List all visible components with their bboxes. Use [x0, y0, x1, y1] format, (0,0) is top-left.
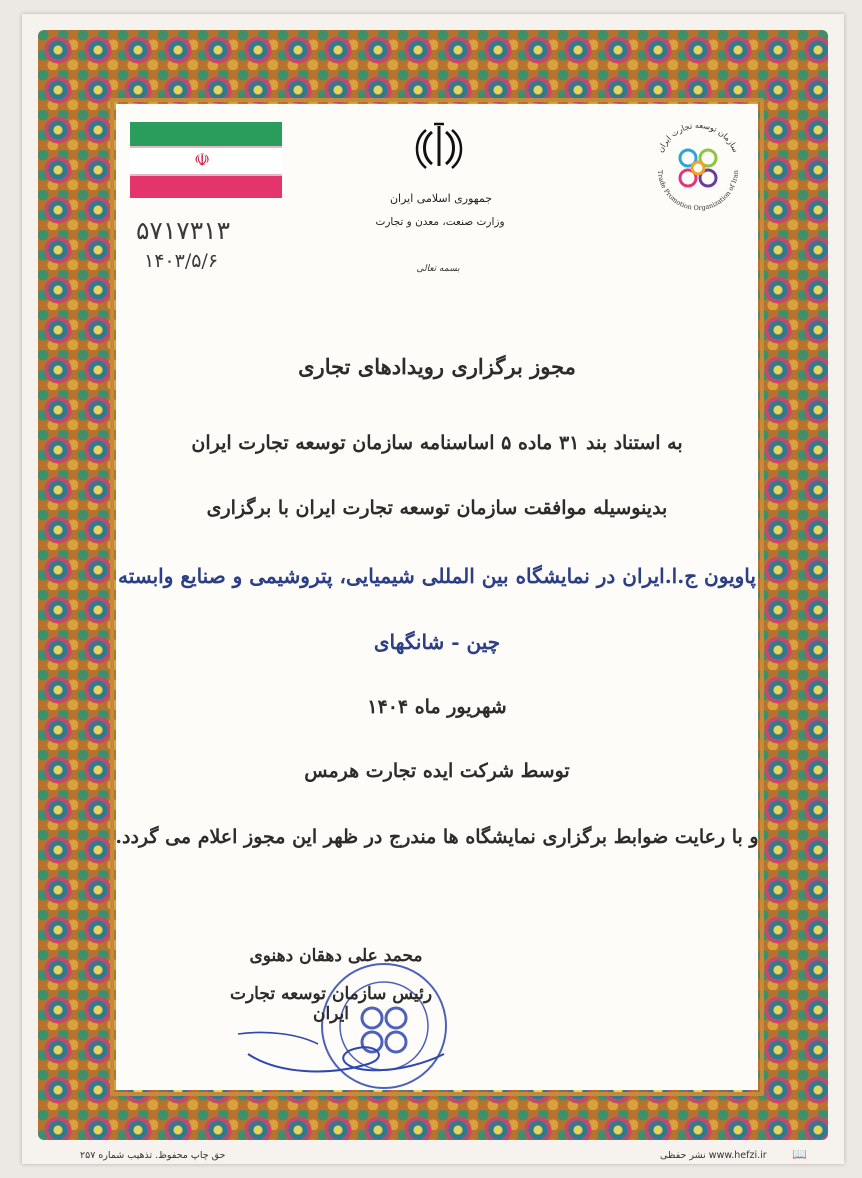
tpo-name-en: Trade Promotion Organization of Iran [655, 169, 741, 213]
body-line-location: چین - شانگهای [373, 630, 501, 654]
tpo-name-fa: سازمان توسعه تجارت ایران [655, 120, 741, 154]
publisher-book-icon: 📖 [792, 1147, 807, 1161]
certificate-sheet [22, 14, 844, 1164]
iran-flag-icon: ☫ [130, 122, 282, 196]
body-line-organizer: توسط شرکت ایده تجارت هرمس [304, 760, 570, 782]
certificate-title: مجوز برگزاری رویدادهای تجاری [298, 354, 576, 379]
invocation-text: بسمه تعالی [416, 264, 460, 274]
body-line-1: به استناد بند ۳۱ ماده ۵ اساسنامه سازمان توسعه تجارت ایران [191, 432, 683, 454]
tpo-logo-icon [646, 114, 750, 218]
body-line-event: پاویون ج.ا.ایران در نمایشگاه بین المللی شیمیایی، پتروشیمی و صنایع وابسته [118, 564, 756, 588]
svg-text:Trade Promotion Organization o [656, 170, 740, 212]
government-name: جمهوری اسلامی ایران [389, 192, 493, 205]
iran-emblem-icon [412, 120, 466, 174]
ministry-name: وزارت صنعت، معدن و تجارت [375, 216, 505, 228]
certificate-content [116, 104, 758, 1090]
footer-publisher: www.hefzi.ir نشر حفظی [660, 1150, 767, 1161]
body-line-2: بدینوسیله موافقت سازمان توسعه تجارت ایران با برگزاری [206, 497, 668, 519]
svg-text:سازمان توسعه تجارت ایران [656, 121, 741, 154]
footer-copyright: حق چاپ محفوظ. تذهیب شماره ۲۵۷ [80, 1150, 226, 1161]
handwritten-signature-icon [218, 1004, 458, 1084]
registration-date: ۱۴۰۳/۵/۶ [144, 250, 219, 272]
registration-number: ۵۷۱۷۳۱۳ [136, 216, 230, 245]
body-line-closing: و با رعایت ضوابط برگزاری نمایشگاه ها مندرج در ظهر این مجوز اعلام می گردد. [115, 826, 759, 848]
body-line-date: شهریور ماه ۱۴۰۴ [367, 696, 507, 718]
signatory-name: محمد علی دهقان دهنوی [249, 946, 423, 966]
signatory-title: رئیس سازمان توسعه تجارت ایران [229, 984, 433, 1024]
